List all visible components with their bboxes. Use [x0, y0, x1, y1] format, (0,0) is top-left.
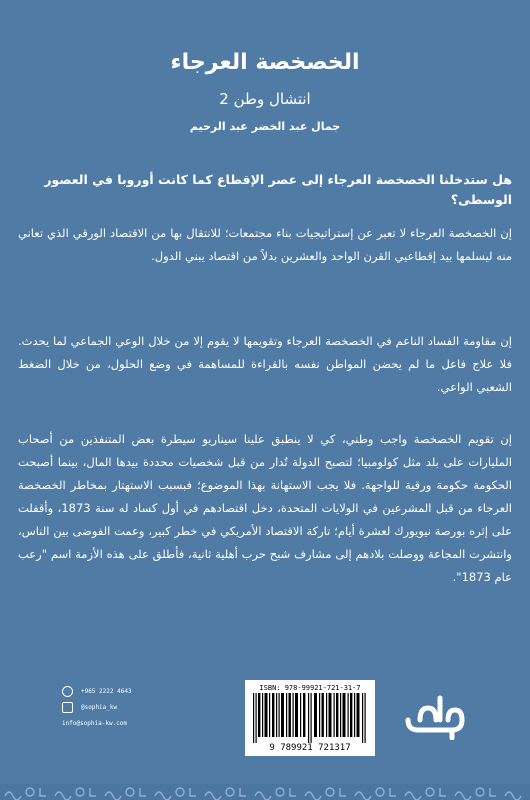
- book-title: الخصخصة العرجاء: [170, 50, 360, 75]
- blurb-paragraph-3: إن تقويم الخصخصة واجب وطني، كي لا ينطبق علينا سيناريو سيطرة بعض المتنفذين من أصحاب المليارات على بلد مثل كولومبيا؛ لتصبح الدولة تُدار من قبل شخصيات محددة بيدها المال، بينما أصبحت الحكومة حكومة ورقية للواجهة. فلا يجب الاستهانة بهذا الموضوع؛ فبسبب الاستهتار بمخاطر الخصخصة العرجاء من قبل المشرعين في الولايات المتحدة، دخل اقتصادهم في أول كساد له سنة 1873، وأقفلت على إثره بورصة نيويورك لعشرة أيام؛ تاركة الاقتصاد الأمريكي في خطر كبير، وعمت الفوضى بين الناس، وانتشرت المجاعة ووصلت بلادهم إلى مشارف شبح حرب أهلية ثانية، فأطلق على هذه الأزمة اسم "رعب عام 1873".: [18, 432, 513, 584]
- contact-social-row: [62, 699, 232, 715]
- book-subtitle: انتشال وطن 2: [219, 90, 311, 108]
- decorative-pattern-strip: [0, 784, 530, 800]
- isbn-barcode: [245, 680, 375, 756]
- author-name: جمال عبد الخضر عبد الرحيم: [189, 120, 341, 133]
- contact-email: info@sophia-kw.com: [62, 719, 128, 727]
- barcode-bars: [251, 693, 369, 743]
- pattern-glyphs: [0, 784, 530, 800]
- publisher-contacts: [62, 683, 232, 731]
- whatsapp-icon: [62, 686, 73, 697]
- blurb-question: هل ستدخلنا الخصخصة العرجاء إلى عصر الإقطاع كما كانت أوروبا في العصور الوسطى؟: [44, 172, 512, 207]
- isbn-label: ISBN: 978-99921-721-31-7: [259, 684, 361, 692]
- publisher-logo: [400, 680, 470, 740]
- blurb-paragraph-1: إن الخصخصة العرجاء لا تعبر عن إستراتيجيات بناء مجتمعات؛ للانتقال بها من الاقتصاد الورقي الذي تعاني منه ليسلمها بيد إقطاعيي القرن الواحد والعشرين بدلاً من اقتصاد يبني الدول.: [18, 226, 512, 263]
- blurb-paragraph-2: إن مقاومة الفساد الناعم في الخصخصة العرجاء وتقويمها لا يقوم إلا من خلال الوعي الجماعي لما يحدث. فلا علاج فاعل ما لم يحضن المواطن نفسه بالقراءة للمساهمة في وضع الحلول، من خلال الضغط الشعبي الواعي.: [18, 334, 512, 394]
- isbn-number: 9 789921 721317: [269, 743, 351, 753]
- contact-phone-row: [62, 683, 232, 699]
- twitter-icon: [62, 702, 73, 713]
- contact-phone: +965 2222 4643: [81, 687, 132, 695]
- contact-handle: @sophia_kw: [81, 703, 118, 711]
- contact-email-row: [62, 715, 232, 731]
